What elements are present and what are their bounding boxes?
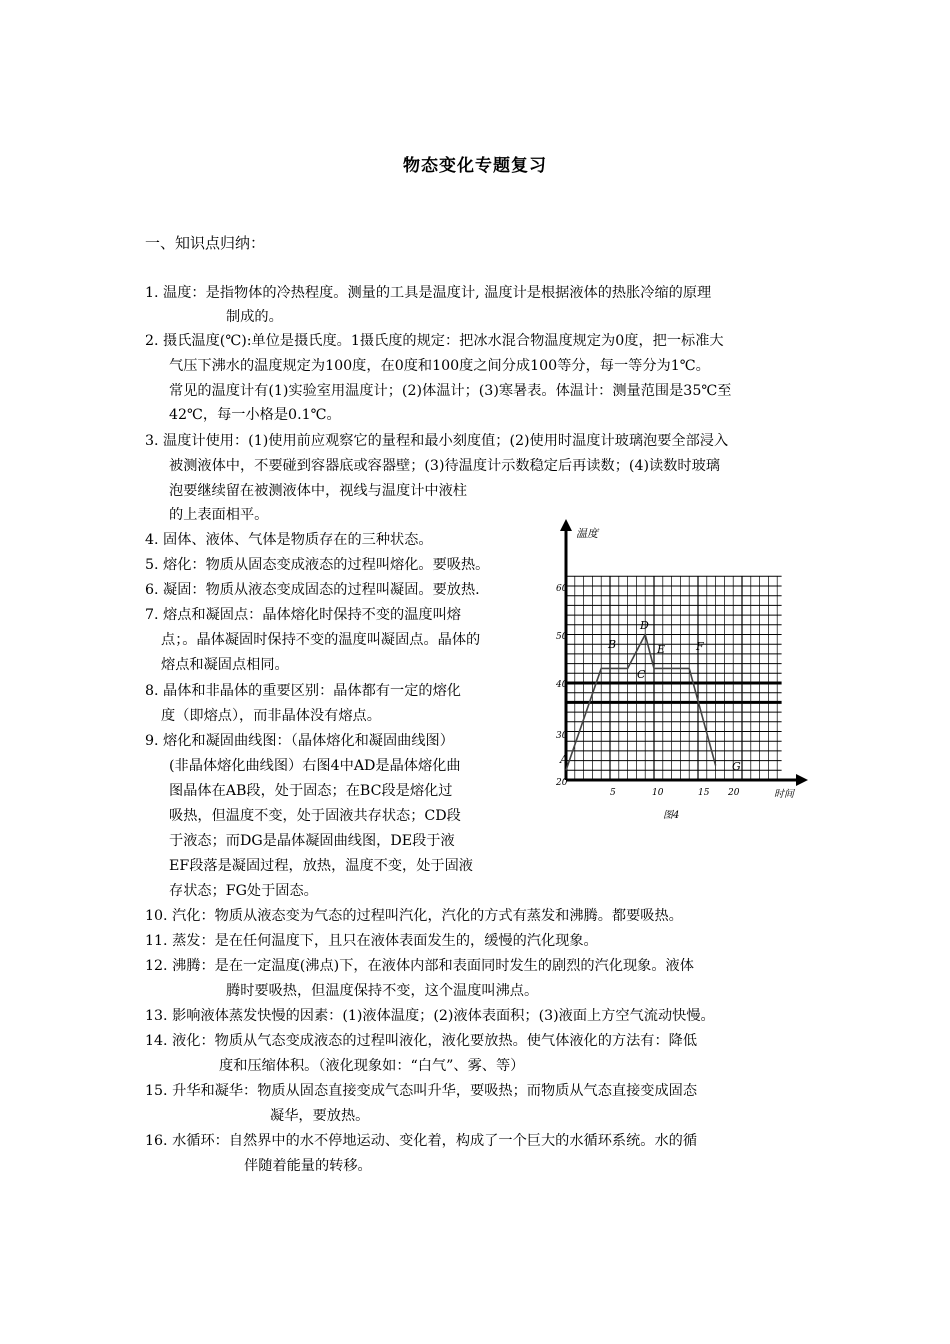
text-line: 12. 沸腾：是在一定温度(沸点)下，在液体内部和表面同时发生的剧烈的汽化现象。液体	[145, 958, 694, 974]
text-line: 常见的温度计有(1)实验室用温度计；(2)体温计；(3)寒暑表。体温计：测量范围是35℃至	[169, 383, 732, 399]
text-line: 熔点和凝固点相同。	[161, 657, 289, 673]
text-line: 被测液体中，不要碰到容器底或容器壁；(3)待温度计示数稳定后再读数；(4)读数时玻璃	[169, 458, 720, 474]
text-line: 8. 晶体和非晶体的重要区别：晶体都有一定的熔化	[145, 683, 461, 699]
point-label-g: G	[732, 760, 741, 773]
x-tick-label: 15	[698, 788, 710, 798]
x-axis-label: 时间	[774, 789, 794, 800]
y-axis-label: 温度	[576, 527, 598, 540]
point-label-f: F	[696, 640, 704, 653]
text-line: 气压下沸水的温度规定为100度，在0度和100度之间分成100等分，每一等分为1℃。	[169, 358, 710, 374]
point-label-e: E	[657, 643, 666, 656]
text-line: 存状态；FG处于固态。	[169, 883, 318, 899]
point-label-d: D	[640, 619, 649, 632]
text-line: 15. 升华和凝华：物质从固态直接变成气态叫升华，要吸热；而物质从气态直接变成固态	[145, 1083, 698, 1099]
text-line: (非晶体熔化曲线图）右图4中AD是晶体熔化曲	[169, 758, 461, 774]
x-tick-label: 20	[728, 788, 740, 798]
text-line: 14. 液化：物质从气态变成液态的过程叫液化，液化要放热。使气体液化的方法有：降低	[145, 1033, 698, 1049]
text-line: 的上表面相平。	[169, 507, 269, 523]
x-tick-label: 5	[610, 788, 616, 798]
x-axis-arrow-icon	[796, 774, 808, 786]
text-line: 3. 温度计使用：(1)使用前应观察它的量程和最小刻度值；(2)使用时温度计玻璃泡要全部浸入	[145, 433, 729, 449]
text-line: 42℃，每一小格是0.1℃。	[169, 407, 341, 423]
text-line: 度（即熔点），而非晶体没有熔点。	[161, 708, 381, 724]
text-line: 度和压缩体积。（液化现象如：“白气”、雾、等）	[219, 1058, 525, 1074]
text-line: 7. 熔点和凝固点：晶体熔化时保持不变的温度叫熔	[145, 607, 461, 623]
point-label-a: A	[560, 753, 568, 766]
chart-axes	[560, 519, 808, 786]
page-title: 物态变化专题复习	[403, 156, 547, 176]
y-tick-label: 20	[556, 778, 568, 788]
text-line: 制成的。	[226, 309, 283, 325]
text-line: 5. 熔化：物质从固态变成液态的过程叫熔化。要吸热。	[145, 557, 490, 573]
figure-caption: 图4	[663, 810, 680, 821]
text-line: 1. 温度：是指物体的冷热程度。测量的工具是温度计, 温度计是根据液体的热胀冷缩的原理	[145, 285, 712, 301]
x-tick-label: 10	[652, 788, 664, 798]
section-heading: 一、知识点归纳：	[145, 234, 266, 252]
text-line: 10. 汽化：物质从液态变为气态的过程叫汽化，汽化的方式有蒸发和沸腾。都要吸热。	[145, 908, 683, 924]
text-line: 13. 影响液体蒸发快慢的因素：(1)液体温度；(2)液体表面积；(3)液面上方空气流动快慢。	[145, 1008, 715, 1024]
text-line: EF段落是凝固过程，放热，温度不变，处于固液	[169, 858, 473, 874]
text-line: 2. 摄氏温度(℃):单位是摄氏度。1摄氏度的规定：把冰水混合物温度规定为0度，把一标准大	[145, 333, 724, 349]
y-axis-arrow-icon	[560, 519, 572, 531]
text-line: 6. 凝固：物质从液态变成固态的过程叫凝固。要放热.	[145, 582, 480, 598]
point-label-b: B	[608, 638, 617, 651]
text-line: 泡要继续留在被测液体中，视线与温度计中液柱	[169, 483, 467, 499]
text-line: 于液态；而DG是晶体凝固曲线图，DE段于液	[169, 833, 455, 849]
temperature-time-chart	[548, 515, 813, 825]
point-label-c: C	[637, 668, 646, 681]
text-line: 腾时要吸热，但温度保持不变，这个温度叫沸点。	[226, 983, 539, 999]
text-line: 11. 蒸发：是在任何温度下，且只在液体表面发生的，缓慢的汽化现象。	[145, 933, 598, 949]
text-line: 凝华，要放热。	[270, 1108, 370, 1124]
y-tick-label: 40	[556, 680, 568, 690]
x-tick-labels	[610, 788, 740, 798]
y-tick-label: 60	[556, 584, 568, 594]
text-line: 4. 固体、液体、气体是物质存在的三种状态。	[145, 532, 433, 548]
text-line: 16. 水循环：自然界中的水不停地运动、变化着，构成了一个巨大的水循环系统。水的循	[145, 1133, 698, 1149]
y-tick-label: 50	[556, 632, 568, 642]
text-line: 伴随着能量的转移。	[244, 1158, 372, 1174]
point-labels	[559, 619, 741, 773]
text-line: 吸热，但温度不变，处于固液共存状态；CD段	[169, 808, 461, 824]
text-line: 点；。晶体凝固时保持不变的温度叫凝固点。晶体的	[161, 632, 481, 648]
y-tick-label: 30	[556, 731, 568, 741]
text-line: 9. 熔化和凝固曲线图：（晶体熔化和凝固曲线图）	[145, 733, 454, 749]
text-line: 图晶体在AB段，处于固态；在BC段是熔化过	[169, 783, 453, 799]
